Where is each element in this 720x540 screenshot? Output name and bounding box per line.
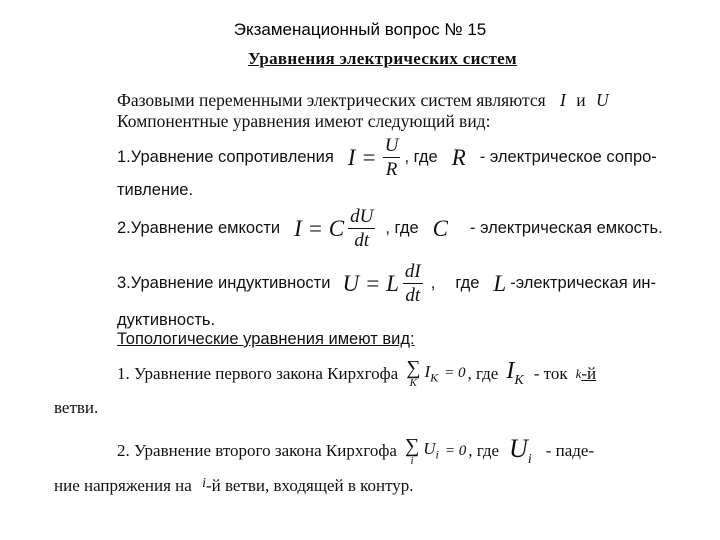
- equation-capacitance: [117, 207, 663, 250]
- eq3-where: где: [455, 274, 480, 292]
- eq2-where: , где: [385, 219, 419, 237]
- eq3-continuation: дуктивность.: [117, 311, 216, 329]
- eq3-description: -электрическая ин-: [510, 274, 657, 292]
- k2-term: $U_i$: [423, 439, 439, 462]
- topological-heading: Топологические уравнения имеют вид:: [117, 330, 415, 348]
- intro-text: Фазовыми переменными электрических систем являются: [117, 90, 546, 110]
- eq1-denominator: R: [385, 159, 398, 180]
- eq3-comma: ,: [430, 274, 436, 292]
- k2-symbol: $U_i$: [509, 434, 532, 468]
- k2-sigma: ∑: [404, 434, 420, 457]
- eq1-where: , где: [404, 148, 438, 166]
- k2-eq: = 0: [444, 442, 467, 459]
- eq3-numerator: dI: [404, 261, 421, 282]
- equation-inductance: [117, 262, 656, 305]
- eq2-description: - электрическая емкость.: [469, 219, 663, 237]
- eq1-continuation: тивление.: [117, 181, 194, 199]
- eq2-denominator: dt: [354, 230, 370, 251]
- eq1-fraction: [383, 136, 401, 179]
- page-title: Экзаменационный вопрос № 15: [233, 20, 487, 39]
- k2-label: 2. Уравнение второго закона Кирхгофа: [117, 441, 397, 461]
- k1-k: k: [575, 365, 582, 381]
- k2-sum-index: i: [410, 454, 414, 467]
- equation-kirchhoff-1: [117, 358, 596, 389]
- intro-line-2: Компонентные уравнения имеют следующий вид:: [117, 111, 491, 131]
- k1-description: - ток: [533, 363, 568, 383]
- k1-label: 1. Уравнение первого закона Кирхгофа: [117, 363, 399, 383]
- eq1-description: - электрическое сопро-: [479, 148, 657, 166]
- k2-where: , где: [468, 441, 500, 461]
- var-i: I: [560, 90, 566, 110]
- k1-continuation: ветви.: [54, 398, 99, 417]
- eq1-symbol: R: [451, 144, 466, 170]
- intro-line-1: [117, 90, 609, 111]
- k2-sum: [405, 436, 419, 467]
- eq2-fraction: [348, 207, 375, 250]
- k1-term: $I_K$: [424, 361, 439, 385]
- eq1-label: 1.Уравнение сопротивления: [117, 148, 334, 166]
- eq2-symbol: C: [432, 215, 448, 241]
- k2-continuation: [54, 476, 414, 496]
- eq3-denominator: dt: [405, 285, 421, 306]
- eq2-lhs: I = C: [294, 215, 345, 241]
- k1-suffix: -й: [581, 363, 597, 383]
- section-subtitle: Уравнения электрических систем: [248, 49, 517, 68]
- eq2-numerator: dU: [350, 206, 374, 227]
- k1-sigma: ∑: [406, 357, 421, 379]
- var-u: U: [595, 90, 609, 110]
- eq2-label: 2.Уравнение емкости: [117, 219, 281, 237]
- k1-sum: [406, 358, 420, 389]
- k1-eq: = 0: [444, 365, 466, 381]
- k2-cont-b: -й ветви, входящей в контур.: [205, 476, 414, 495]
- eq3-fraction: [403, 262, 423, 305]
- equation-resistance: [117, 136, 657, 179]
- k1-symbol: $I_K$: [506, 358, 524, 388]
- k2-description: - паде-: [545, 441, 595, 461]
- k2-i: i: [202, 476, 206, 491]
- k2-cont-a: ние напряжения на: [54, 476, 192, 495]
- k1-sum-index: K: [409, 377, 417, 389]
- equation-kirchhoff-2: [117, 434, 594, 468]
- eq1-numerator: U: [384, 135, 399, 156]
- eq3-symbol: L: [493, 270, 507, 296]
- intro-and: и: [576, 90, 586, 110]
- eq3-lhs: U = L: [342, 270, 399, 296]
- eq3-label: 3.Уравнение индуктивности: [117, 274, 331, 292]
- k1-where: , где: [467, 363, 499, 383]
- eq1-lhs: I =: [347, 144, 377, 170]
